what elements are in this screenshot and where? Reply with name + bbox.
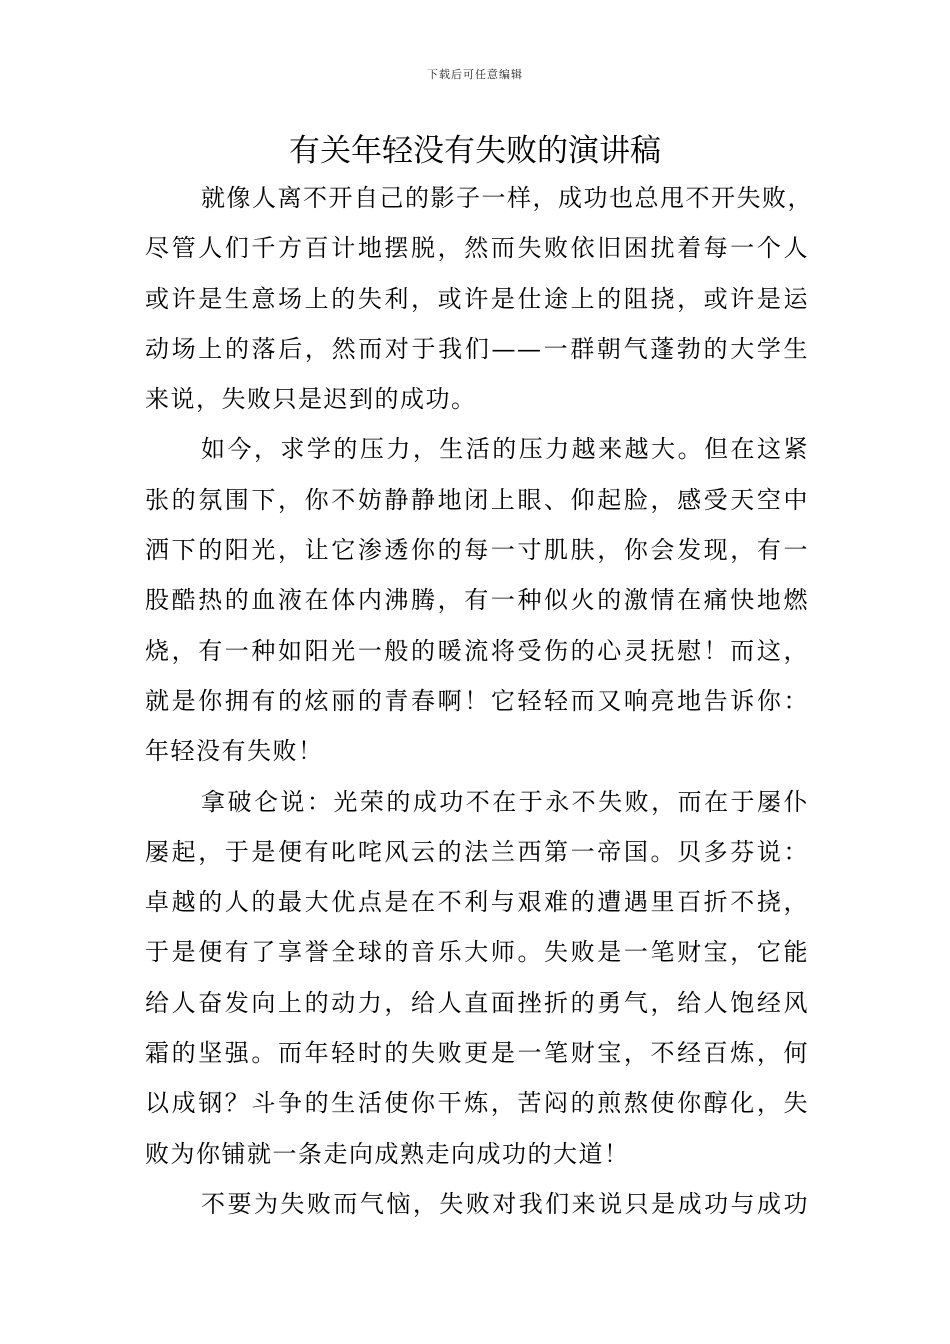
paragraph-line: 洒下的阳光，让它渗透你的每一寸肌肤，你会发现，有一 (145, 536, 809, 565)
paragraph-line: 来说，失败只是迟到的成功。 (145, 385, 477, 414)
paragraph-2 (145, 424, 809, 776)
paragraph-3 (145, 777, 809, 1179)
document-title: 有关年轻没有失败的演讲稿 (289, 133, 661, 169)
paragraph-line: 烧，有一种如阳光一般的暖流将受伤的心灵抚慰！而这， (145, 636, 809, 665)
paragraph-line: 不要为失败而气恼，失败对我们来说只是成功与成功 (201, 1189, 809, 1218)
paragraph-line: 于是便有了享誉全球的音乐大师。失败是一笔财宝，它能 (145, 938, 809, 967)
paragraph-line: 给人奋发向上的动力，给人直面挫折的勇气，给人饱经风 (145, 988, 809, 1017)
paragraph-line: 拿破仑说：光荣的成功不在于永不失败，而在于屡仆 (201, 787, 809, 816)
paragraph-line: 屡起，于是便有叱咤风云的法兰西第一帝国。贝多芬说： (145, 837, 809, 866)
paragraph-line: 以成钢？斗争的生活使你干炼，苦闷的煎熬使你醇化，失 (145, 1089, 809, 1118)
paragraph-4 (145, 1179, 809, 1229)
paragraph-line: 卓越的人的最大优点是在不利与艰难的遭遇里百折不挠， (145, 888, 809, 917)
paragraph-line: 就像人离不开自己的影子一样，成功也总甩不开失败， (201, 184, 813, 212)
paragraph-line: 尽管人们千方百计地摆脱，然而失败依旧困扰着每一个人 (145, 234, 809, 263)
paragraph-line: 动场上的落后，然而对于我们——一群朝气蓬勃的大学生 (145, 334, 809, 363)
paragraph-line: 败为你铺就一条走向成熟走向成功的大道！ (145, 1139, 630, 1168)
paragraph-line: 张的氛围下，你不妨静静地闭上眼、仰起脸，感受天空中 (145, 485, 809, 514)
paragraph-line: 股酷热的血液在体内沸腾，有一种似火的激情在痛快地燃 (145, 586, 809, 615)
document-body (145, 173, 813, 1229)
paragraph-1 (145, 173, 813, 424)
paragraph-line: 霜的坚强。而年轻时的失败更是一笔财宝，不经百炼，何 (145, 1039, 809, 1068)
header-note: 下载后可任意编辑 (427, 68, 523, 81)
paragraph-line: 年轻没有失败！ (145, 737, 324, 766)
paragraph-line: 或许是生意场上的失利，或许是仕途上的阻挠，或许是运 (145, 284, 809, 313)
paragraph-line: 如今，求学的压力，生活的压力越来越大。但在这紧 (201, 435, 809, 464)
paragraph-line: 就是你拥有的炫丽的青春啊！它轻轻而又响亮地告诉你： (145, 686, 809, 715)
